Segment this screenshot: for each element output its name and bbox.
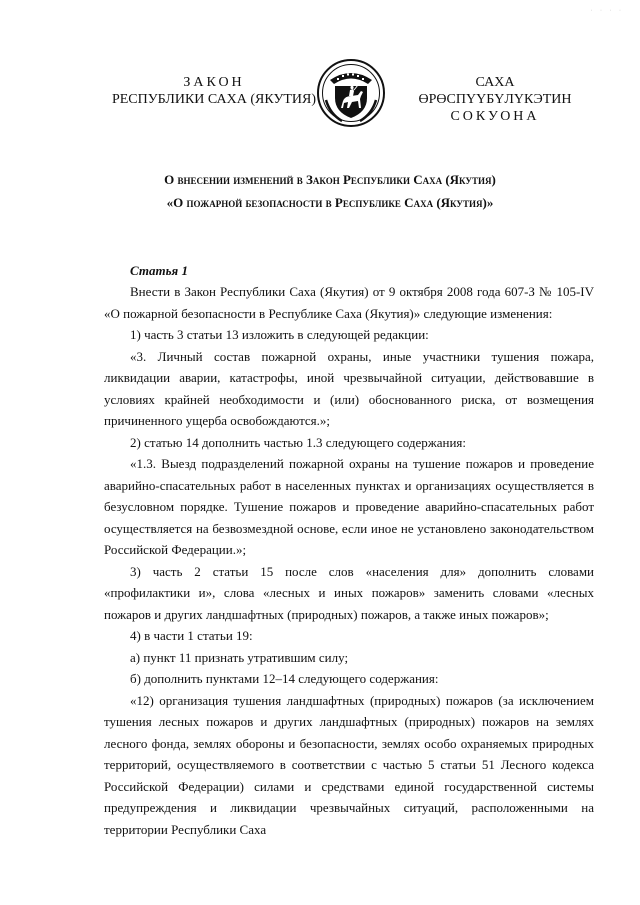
paragraph: «1.3. Выезд подразделений пожарной охраны на тушение пожаров и проведение аварийно-спасательных работ в населенных пунктах и организациях осуществляется в безусловном порядке. Тушение пожаров и проведение аварийно-спасательных работ осуществляется на безвозмездной основе, если иное не установлено законодательством Российской Федерации.»; (104, 456, 594, 557)
title-line1: О внесении изменений в Закон Республики Саха (Якутия) (164, 172, 496, 187)
paragraph: Внести в Закон Республики Саха (Якутия) от 9 октября 2008 года 607-З № 105-IV «О пожарной безопасности в Республике Саха (Якутия)» следующие изменения: (104, 284, 594, 321)
header-right-line2: СОКУОНА (450, 109, 540, 124)
header-right-block (402, 74, 588, 125)
paragraph: «12) организация тушения ландшафтных (природных) пожаров (за исключением тушения лесных пожаров и других ландшафтных (природных) пожаров на землях лесного фонда, землях обороны и безопасности, землях особо охраняемых природных территорий, осуществляемого в соответствии с частью 5 статьи 51 Лесного кодекса Российской Федерации) силами и средствами единой государственной системы предупреждения и ликвидации чрезвычайных ситуаций, расположенными на территории Республики Саха (104, 692, 594, 837)
header-left-line1: ЗАКОН (183, 75, 245, 90)
title-line2: «О пожарной безопасности в Республике Саха (Якутия)» (166, 195, 494, 210)
paragraph: 2) статью 14 дополнить частью 1.3 следующего содержания: (130, 434, 467, 450)
coat-of-arms-icon (316, 58, 386, 128)
paragraph: 1) часть 3 статьи 13 изложить в следующей редакции: (130, 327, 429, 342)
paragraph: 3) часть 2 статьи 15 после слов «населения для» дополнить словами «профилактики и», слова «лесных и иных пожаров» заменить словами «лесных пожаров и других ландшафтных (природных) пожаров, а также иных пожаров»; (104, 563, 594, 622)
article-heading: Статья 1 (130, 263, 188, 278)
header-left-block (104, 74, 324, 108)
header-right-line1: САХА ӨРӨСПҮҮБҮЛҮКЭТИН (418, 75, 572, 107)
paragraph: б) дополнить пунктами 12–14 следующего содержания: (130, 671, 439, 686)
document-body (104, 260, 594, 840)
paragraph: «3. Личный состав пожарной охраны, иные участники тушения пожара, ликвидации аварии, катастрофы, иной чрезвычайной ситуации, действовавшие в условиях крайней необходимости и (или) обоснованного риска, от возмещения причиненного ущерба освобождаются.»; (104, 348, 594, 428)
paragraph: а) пункт 11 признать утратившим силу; (130, 649, 349, 665)
scan-artifact: · · · · (590, 8, 624, 14)
header-left-line2: РЕСПУБЛИКИ САХА (ЯКУТИЯ) (111, 92, 317, 107)
document-title (60, 168, 600, 214)
paragraph: 4) в части 1 статьи 19: (130, 628, 253, 643)
